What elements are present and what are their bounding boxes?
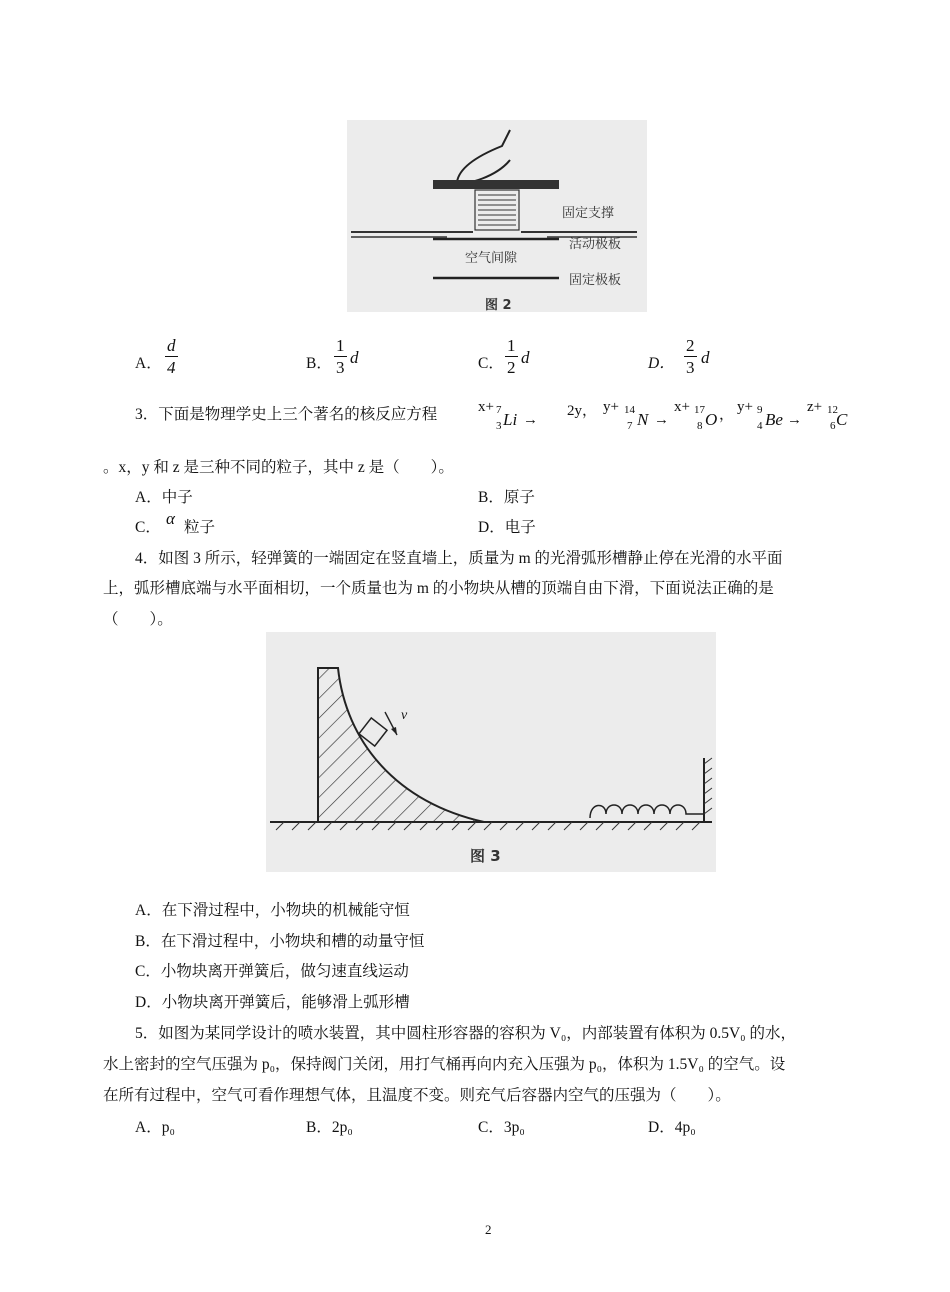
label-movable-plate: 活动极板: [569, 237, 622, 252]
q3-eq3-prefix: y+: [737, 399, 753, 415]
q3-eq3-mass: 9: [757, 404, 763, 416]
q3-eq2-prefix: y+: [603, 399, 619, 415]
q2-option-a-fraction: $\frac{d}{4}$: [167, 336, 176, 377]
figure-2: [347, 120, 647, 312]
label-air-gap: 空气间隙: [465, 251, 518, 266]
label-fixed-plate: 固定极板: [569, 273, 622, 288]
q5-line1: 5．如图为某同学设计的喷水装置，其中圆柱形容器的容积为 V₀，内部装置有体积为 0.5V₀ 的水，: [135, 1025, 796, 1042]
q4-option-d: D．小物块离开弹簧后，能够滑上弧形槽: [135, 994, 410, 1011]
q4-line2: 上，弧形槽底端与水平面相切，一个质量也为 m 的小物块从槽的顶端自由下滑，下面说法正确的是: [103, 580, 774, 597]
q3-option-c-alpha: α: [166, 509, 175, 528]
q3-eq3-product-charge: 6: [830, 420, 836, 432]
q2-option-c-fraction: $\frac{1}{2}$: [507, 336, 516, 377]
q5-option-b: B．2p₀: [306, 1119, 353, 1136]
figure-3-velocity-label: v: [401, 708, 408, 723]
q4-line3: （ ）。: [103, 611, 173, 628]
q3-lead: 3．下面是物理学史上三个著名的核反应方程: [135, 406, 438, 423]
q3-eq2-symbol: N: [637, 410, 649, 429]
q5-line3: 在所有过程中，空气可看作理想气体，且温度不变。则充气后容器内空气的压强为（ ）。: [103, 1087, 731, 1104]
page-number: 2: [485, 1222, 492, 1237]
q2-option-b-fraction: $\frac{1}{3}$: [336, 336, 345, 377]
figure-3: [266, 632, 716, 872]
q2-option-c-tail: d: [521, 348, 530, 367]
q3-eq3-product-mass: 12: [827, 404, 838, 416]
q3-eq3-symbol: Be: [765, 410, 783, 429]
q3-eq2-charge: 7: [627, 420, 633, 432]
figure-3-caption: 图 3: [470, 847, 501, 865]
q3-option-c: C．: [135, 519, 161, 536]
q2-option-b-tail: d: [350, 348, 359, 367]
q3-eq2-arrow: →: [654, 412, 669, 428]
q3-eq2-product-mass: 17: [694, 404, 705, 416]
q3-eq3-charge: 4: [757, 420, 763, 432]
q3-eq2-mass: 14: [624, 404, 635, 416]
q3-eq2-separator: ，: [719, 407, 735, 423]
q2-option-a-letter: A．: [135, 355, 162, 372]
q5-option-d: D．4p₀: [648, 1119, 696, 1136]
q2-option-c-letter: C．: [478, 355, 504, 372]
q3-eq2-product-prefix: x+: [674, 399, 690, 415]
q5-line2: 水上密封的空气压强为 p₀，保持阀门关闭，用打气桶再向内充入压强为 p₀，体积为 1.5V₀ 的空气。设: [103, 1056, 786, 1073]
q3-option-c-tail: 粒子: [184, 519, 216, 536]
q5-option-a: A．p₀: [135, 1119, 175, 1136]
q4-line1: 4．如图 3 所示，轻弹簧的一端固定在竖直墙上，质量为 m 的光滑弧形槽静止停在光滑的水平面: [135, 550, 783, 567]
q4-option-c: C．小物块离开弹簧后，做匀速直线运动: [135, 963, 409, 980]
q3-eq1-product: 2y，: [567, 403, 598, 419]
q4-option-a: A．在下滑过程中，小物块的机械能守恒: [135, 902, 410, 919]
q3-eq1-mass: 7: [496, 404, 502, 416]
q2-option-d-tail: d: [701, 348, 710, 367]
q4-option-b: B．在下滑过程中，小物块和槽的动量守恒: [135, 933, 425, 950]
q5-option-c: C．3p₀: [478, 1119, 525, 1136]
q3-eq2-product-charge: 8: [697, 420, 703, 432]
q3-eq3-product-symbol: C: [836, 410, 848, 429]
q3-eq2-product-symbol: O: [705, 410, 718, 429]
q3-eq1-arrow: →: [523, 412, 538, 428]
q3-option-a: A．中子: [135, 489, 193, 506]
figure-3-drawing: [266, 632, 716, 872]
q3-line2: 。x，y 和 z 是三种不同的粒子，其中 z 是（ ）。: [103, 459, 454, 476]
q3-eq1-prefix: x+: [478, 399, 494, 415]
q2-option-d-letter: D．: [648, 355, 675, 372]
q3-eq3-arrow: →: [787, 412, 802, 428]
q3-eq3-product-prefix: z+: [807, 399, 823, 415]
q3-eq1-symbol: Li: [503, 410, 518, 429]
q3-option-b: B．原子: [478, 489, 535, 506]
label-fixed-support: 固定支撑: [562, 206, 615, 221]
q3-option-d: D．电子: [478, 519, 536, 536]
figure-2-caption: 图 2: [485, 298, 512, 313]
q3-eq1-charge: 3: [496, 420, 502, 432]
q2-option-d-fraction: $\frac{2}{3}$: [686, 336, 695, 377]
q2-option-b-letter: B．: [306, 355, 332, 372]
